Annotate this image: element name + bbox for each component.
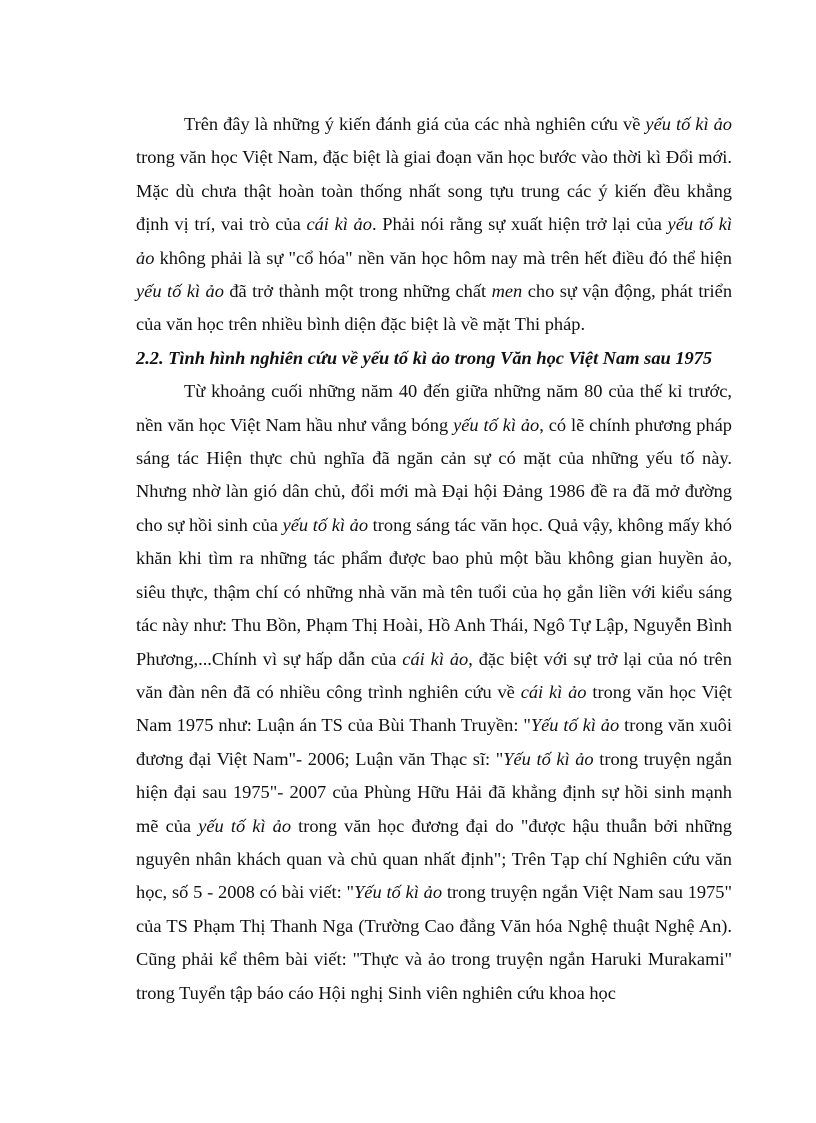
text-run: trong văn xuôi đương đại Việt Nam"- 2006; Luận văn Thạc sĩ: " <box>136 715 732 769</box>
emphasized-term: yếu tố kì ảo <box>453 414 540 435</box>
text-run: trong văn học Việt Nam 1975 như: Luận án TS của Bùi Thanh Truyền: " <box>136 681 733 736</box>
text-run: không phải là sự "cổ hóa" nền văn học hôm nay mà trên hết điều đó thể hiện <box>154 247 732 268</box>
text-run: , có lẽ chính phương pháp sáng tác Hiện thực chủ nghĩa đã ngăn cản sự có mặt của những yếu tố này. Nhưng nhờ làn gió dân chủ, đổi mới mà Đại hội Đảng 1986 đề ra đã mở đường cho sự hồi sinh của <box>136 414 732 535</box>
document-page <box>136 108 732 1010</box>
emphasized-term: Yếu tố kì ảo <box>530 715 620 736</box>
text-run: trong truyện ngắn Việt Nam sau 1975" của TS Phạm Thị Thanh Nga (Trường Cao đẳng Văn hóa Nghệ thuật Nghệ An). Cũng phải kể thêm bài viết: "Thực và ảo trong truyện ngắn Haruki Murakami" trong Tuyển tập báo cáo Hội nghị Sinh viên nghiên cứu khoa học <box>136 882 732 1003</box>
text-run: trong văn học đương đại do "được hậu thuẫn bởi những nguyên nhân khách quan và chủ quan nhất định"; Trên Tạp chí Nghiên cứu văn học, số 5 - 2008 có bài viết: " <box>136 815 732 903</box>
emphasized-term: Yếu tố kì ảo <box>354 882 443 903</box>
paragraph-intro <box>136 108 732 342</box>
emphasized-term: cái kì ảo <box>402 648 469 669</box>
emphasized-term: yếu tố kì ảo <box>645 114 732 134</box>
text-run: trong sáng tác văn học. Quả vậy, không mấy khó khăn khi tìm ra những tác phẩm được bao phủ một bầu không gian huyền ảo, siêu thực, thậm chí có những nhà văn mà tên tuổi của họ gắn liền với kiểu sáng tác này như: Thu Bồn, Phạm Thị Hoài, Hồ Anh Thái, Ngô Tự Lập, Nguyễn Bình Phương,...Chính vì sự hấp dẫn của <box>136 514 732 669</box>
text-run: Từ khoảng cuối những năm 40 đến giữa những năm 80 của thế kỉ trước, nền văn học Việt Nam hầu như vắng bóng <box>136 381 732 435</box>
emphasized-term: cái kì ảo <box>520 681 587 702</box>
section-heading: 2.2. Tình hình nghiên cứu về yếu tố kì ảo trong Văn học Việt Nam sau 1975 <box>136 347 713 368</box>
emphasized-term: men <box>491 281 523 302</box>
emphasized-term: yếu tố kì ảo <box>136 281 224 302</box>
paragraph-research-overview <box>136 375 732 1010</box>
text-run: Trên đây là những ý kiến đánh giá của các nhà nghiên cứu về <box>184 114 646 134</box>
emphasized-term: yếu tố kì ảo <box>282 514 369 535</box>
text-run: trong truyện ngắn hiện đại sau 1975"- 2007 của Phùng Hữu Hải đã khẳng định sự hồi sinh mạnh mẽ của <box>136 748 732 836</box>
text-run: , đặc biệt với sự trở lại của nó trên văn đàn nên đã có nhiều công trình nghiên cứu về <box>136 648 732 702</box>
text-run: . Phải nói rằng sự xuất hiện trở lại của <box>371 214 668 235</box>
text-run: đã trở thành một trong những chất <box>223 281 492 302</box>
text-run: cho sự vận động, phát triển của văn học trên nhiều bình diện đặc biệt là về mặt Thi pháp. <box>136 281 733 335</box>
emphasized-term: yếu tố kì ảo <box>136 214 733 268</box>
emphasized-term: Yếu tố kì ảo <box>503 748 594 769</box>
emphasized-term: yếu tố kì ảo <box>198 815 292 836</box>
text-run: trong văn học Việt Nam, đặc biệt là giai đoạn văn học bước vào thời kì Đổi mới. Mặc dù chưa thật hoàn toàn thống nhất song tựu trung các ý kiến đều khẳng định vị trí, vai trò của <box>136 147 732 235</box>
emphasized-term: cái kì ảo <box>306 214 372 235</box>
